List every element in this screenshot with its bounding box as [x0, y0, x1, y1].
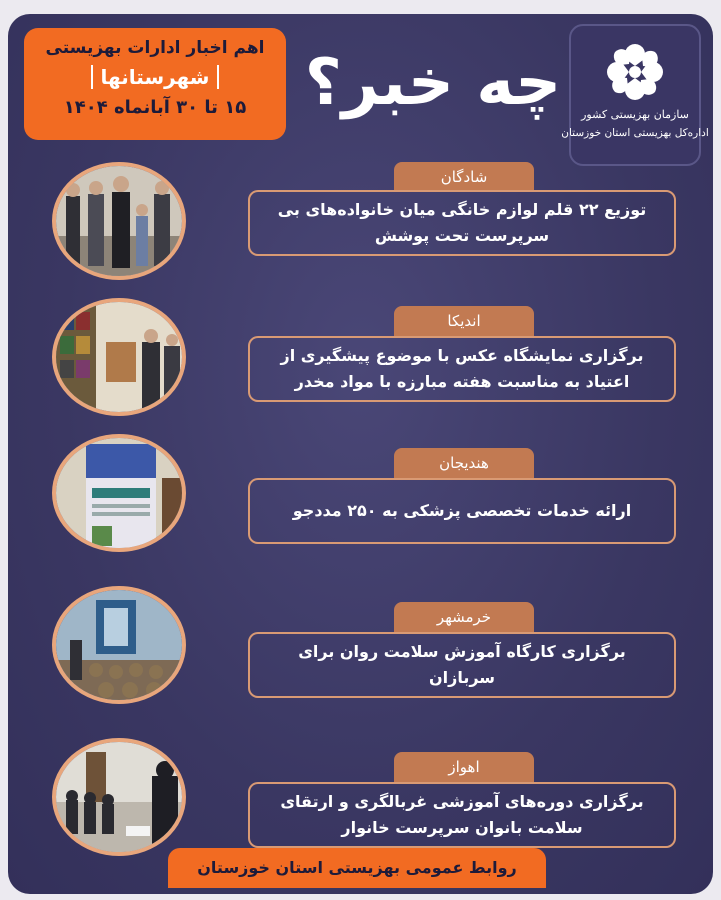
news-photo — [52, 162, 186, 280]
logo-badge — [561, 24, 709, 166]
photo-workshop-icon — [56, 590, 186, 704]
photo-people-icon — [56, 166, 186, 280]
date-banner — [24, 28, 286, 140]
logo-office-name: اداره‌کل بهزیستی استان خوزستان — [561, 127, 709, 139]
news-item — [8, 434, 713, 564]
city-label: اهواز — [394, 752, 534, 782]
city-label: هندیجان — [394, 448, 534, 478]
city-label: خرمشهر — [394, 602, 534, 632]
photo-exhibition-icon — [56, 302, 186, 416]
news-photo — [52, 738, 186, 856]
banner-date: ۱۵ تا ۳۰ آبانماه ۱۴۰۴ — [63, 97, 247, 118]
news-text: توزیع ۲۲ قلم لوازم خانگی میان خانواده‌های بی سرپرست تحت پوشش — [248, 190, 676, 256]
news-photo — [52, 298, 186, 416]
news-item — [8, 162, 713, 292]
news-text: برگزاری دوره‌های آموزشی غربالگری و ارتقای سلامت بانوان سرپرست خانوار — [248, 782, 676, 848]
city-label: اندیکا — [394, 306, 534, 336]
footer-credit: روابط عمومی بهزیستی استان خوزستان — [168, 848, 546, 888]
news-item — [8, 298, 713, 428]
news-text: ارائه خدمات تخصصی پزشکی به ۲۵۰ مددجو — [248, 478, 676, 544]
page-title: چه خبر؟ — [304, 46, 562, 120]
logo-org-name: سازمان بهزیستی کشور — [581, 108, 689, 121]
behzisti-logo-icon — [603, 40, 667, 104]
photo-banner-icon — [56, 438, 186, 552]
news-text: برگزاری نمایشگاه عکس با موضوع پیشگیری از اعتیاد به مناسبت هفته مبارزه با مواد مخدر — [248, 336, 676, 402]
news-panel — [8, 14, 713, 894]
photo-class-icon — [56, 742, 186, 856]
banner-heading: اهم اخبار ادارات بهزیستی — [45, 38, 265, 58]
news-photo — [52, 434, 186, 552]
city-label: شادگان — [394, 162, 534, 192]
news-text: برگزاری کارگاه آموزش سلامت روان برای سربازان — [248, 632, 676, 698]
news-item — [8, 586, 713, 716]
news-photo — [52, 586, 186, 704]
banner-subheading: شهرستانها — [24, 60, 286, 94]
